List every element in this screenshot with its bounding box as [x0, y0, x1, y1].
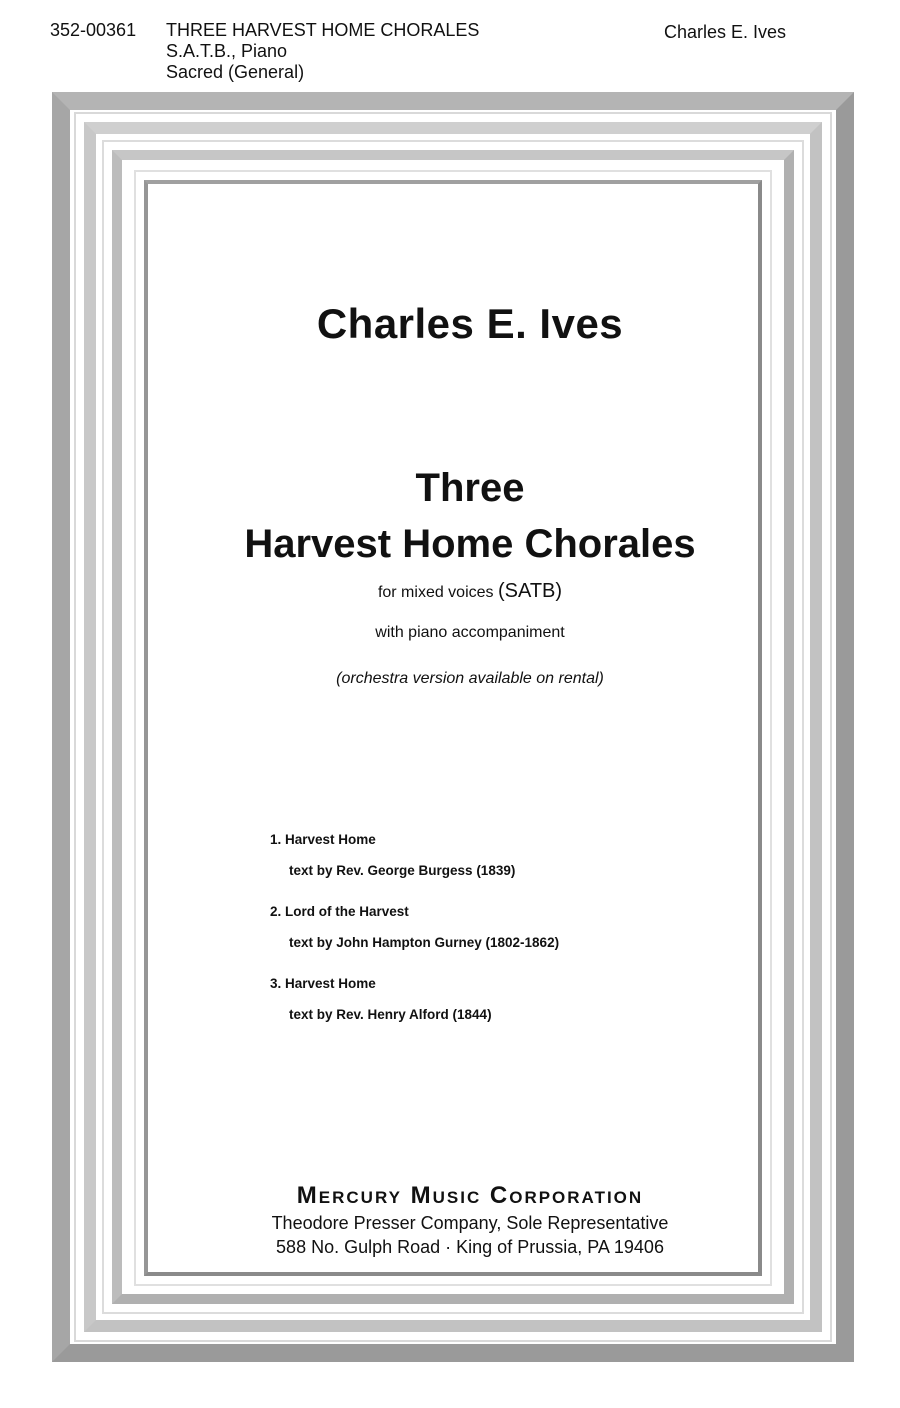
catalog-category: Sacred (General): [166, 62, 305, 82]
voices-code: (SATB): [497, 580, 563, 602]
work-title: 3. Harvest Home: [270, 976, 376, 991]
catalog-header: [0, 20, 900, 90]
catalog-title: THREE HARVEST HOME CHORALES: [166, 20, 480, 40]
cover-title-line2: Harvest Home Chorales: [244, 522, 696, 566]
work-text-credit: text by Rev. Henry Alford (1844): [289, 1007, 492, 1022]
work-item: [270, 904, 690, 950]
catalog-composer: Charles E. Ives: [664, 22, 787, 42]
catalog-number: 352-00361: [50, 20, 137, 40]
cover-voices: [150, 580, 790, 603]
work-item: [270, 832, 690, 878]
cover-orchestra-note: (orchestra version available on rental): [336, 670, 604, 687]
work-title: 2. Lord of the Harvest: [270, 904, 409, 919]
publisher-representative: Theodore Presser Company, Sole Representative: [271, 1213, 669, 1233]
catalog-info: [166, 20, 479, 83]
catalog-voicing: S.A.T.B., Piano: [166, 41, 288, 61]
publisher-name: Mercury Music Corporation: [296, 1182, 644, 1209]
cover-title-line1: Three: [415, 466, 525, 510]
work-text-credit: text by John Hampton Gurney (1802-1862): [289, 935, 560, 950]
works-list: [270, 832, 690, 1048]
cover-composer: Charles E. Ives: [316, 300, 624, 347]
cover-accompaniment: with piano accompaniment: [375, 624, 565, 641]
work-text-credit: text by Rev. George Burgess (1839): [289, 863, 516, 878]
work-item: [270, 976, 690, 1022]
work-title: 1. Harvest Home: [270, 832, 376, 847]
publisher-address: 588 No. Gulph Road · King of Prussia, PA 19406: [276, 1237, 664, 1257]
voices-prefix: for mixed voices: [377, 584, 494, 601]
